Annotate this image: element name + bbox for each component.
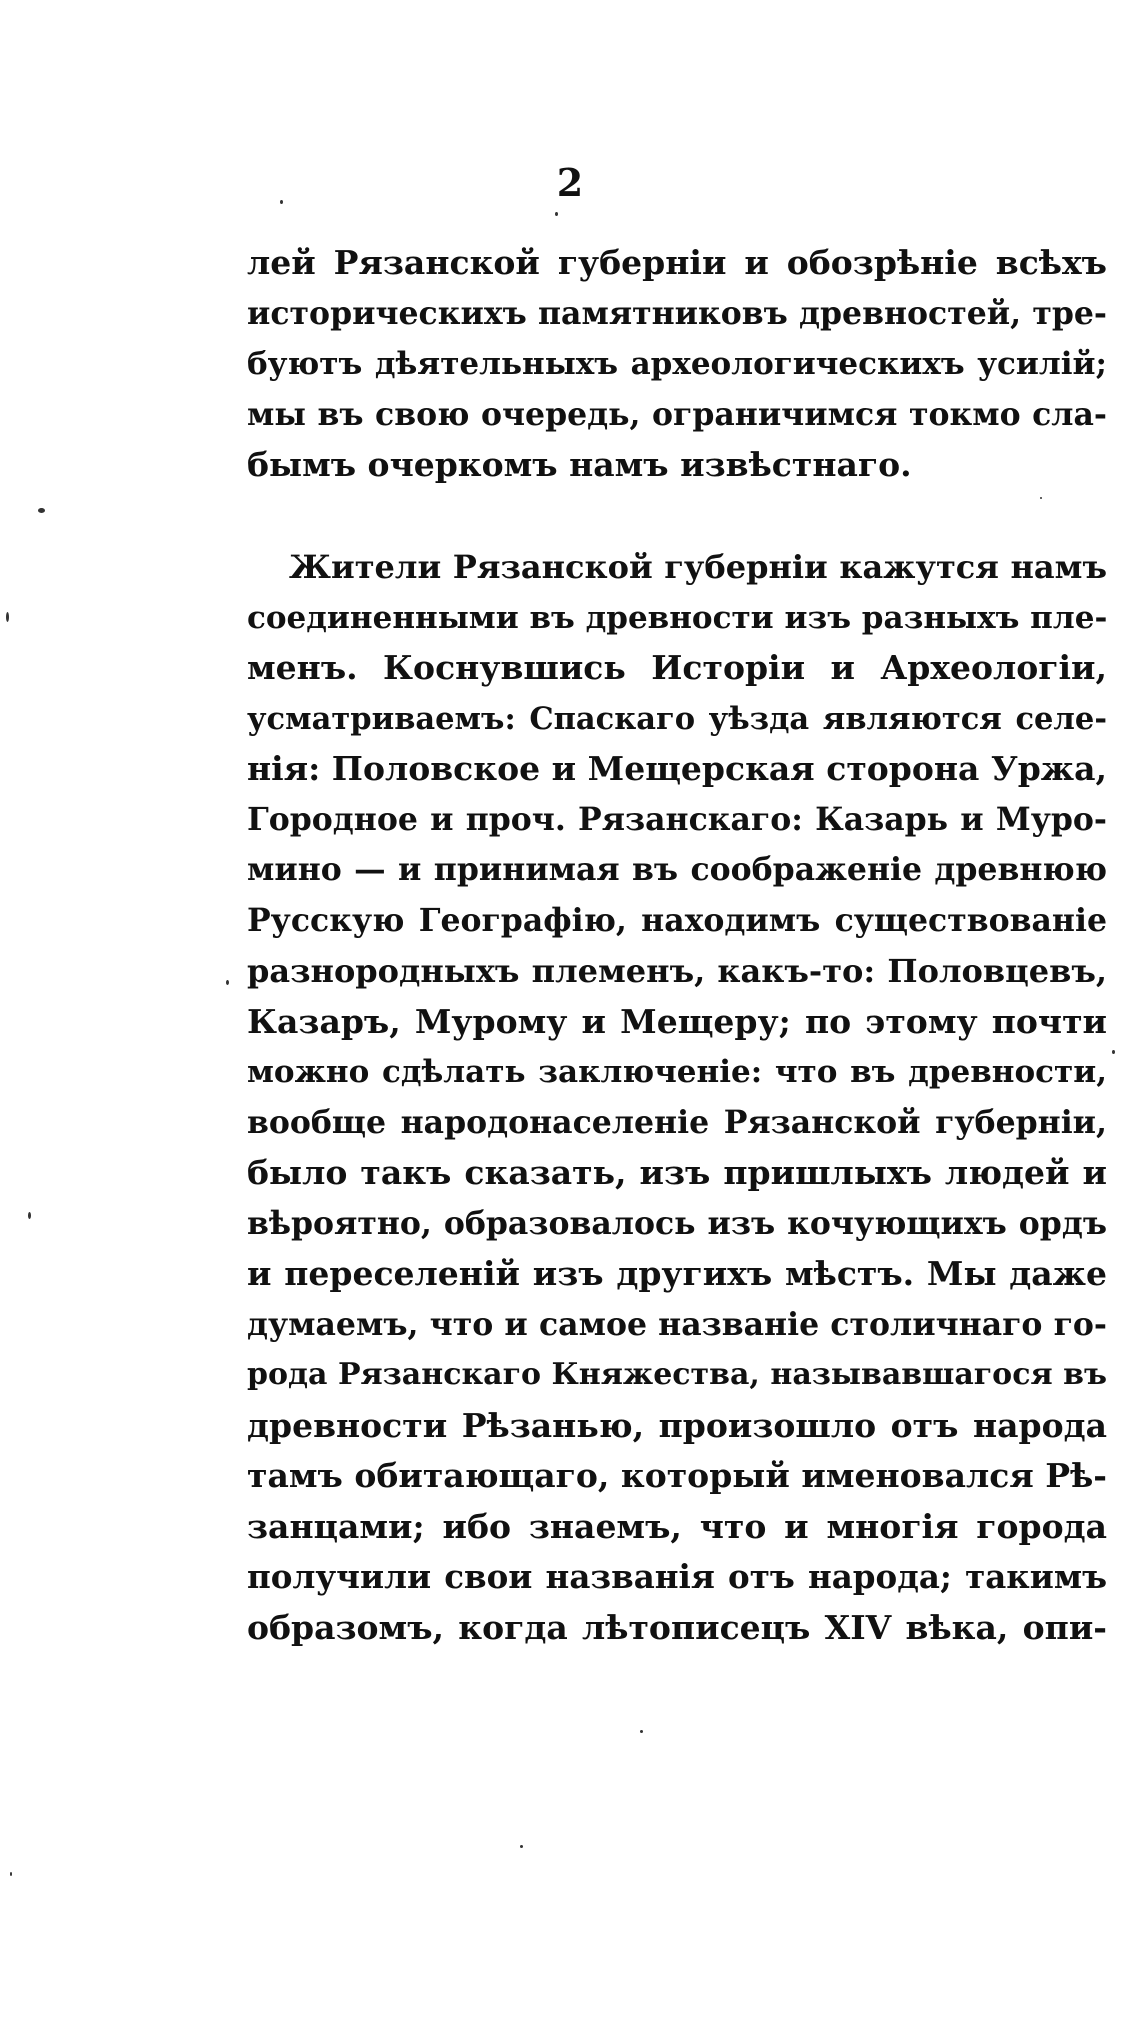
- text-line: думаемъ, что и самое названіе столичнаго го-: [247, 1305, 1107, 1343]
- text-line: Русскую Географію, находимъ существованіе: [247, 901, 1107, 939]
- paragraph-continuation: [247, 238, 1107, 491]
- text-line: Городное и проч. Рязанскаго: Казарь и Муро-: [247, 800, 1107, 838]
- scan-speck: [640, 1730, 643, 1733]
- scan-speck: [38, 508, 45, 513]
- text-line: и переселеній изъ другихъ мѣстъ. Мы даже: [247, 1254, 1107, 1293]
- text-line: Жители Рязанской губерніи кажутся намъ: [289, 548, 1107, 586]
- text-line: историческихъ памятниковъ древностей, тре-: [247, 294, 1107, 332]
- text-line: тамъ обитающаго, который именовался Рѣ-: [247, 1456, 1107, 1495]
- text-line: соединенными въ древности изъ разныхъ пле-: [247, 599, 1107, 636]
- scan-speck: [280, 200, 283, 204]
- text-line: лей Рязанской губерніи и обозрѣніе всѣхъ: [247, 243, 1107, 282]
- text-line: усматриваемъ: Спаскаго уѣзда являются селе-: [247, 700, 1107, 737]
- text-line: разнородныхъ племенъ, какъ-то: Половцевъ,: [247, 952, 1107, 990]
- paragraph-inhabitants: [247, 542, 1107, 1653]
- scan-speck: [1040, 497, 1042, 499]
- text-line: рода Рязанскаго Княжества, называвшагося въ: [247, 1357, 1107, 1392]
- text-line: мы въ свою очередь, ограничимся токмо сла-: [247, 395, 1107, 433]
- text-line: можно сдѣлать заключеніе: что въ древности,: [247, 1054, 1107, 1090]
- text-line: древности Рѣзанью, произошло отъ народа: [247, 1405, 1107, 1445]
- scan-speck: [1112, 1050, 1115, 1054]
- text-line: менъ. Коснувшись Исторіи и Археологіи,: [247, 648, 1107, 687]
- text-line: бымъ очеркомъ намъ извѣстнаго.: [247, 445, 912, 484]
- scan-speck: [555, 212, 558, 216]
- text-line: Казаръ, Мурому и Мещеру; по этому почти: [247, 1001, 1107, 1041]
- scan-speck: [28, 1212, 31, 1219]
- text-line: образомъ, когда лѣтописецъ XIV вѣка, опи-: [247, 1607, 1107, 1647]
- text-line: вообще народонаселеніе Рязанской губерніи,: [247, 1103, 1107, 1141]
- text-line: занцами; ибо знаемъ, что и многія города: [247, 1506, 1107, 1546]
- text-line: вѣроятно, образовалось изъ кочующихъ ордъ: [247, 1204, 1107, 1242]
- text-line: было такъ сказать, изъ пришлыхъ людей и: [247, 1153, 1107, 1192]
- scan-speck: [520, 1845, 523, 1848]
- text-line: нія: Половское и Мещерская сторона Уржа,: [247, 749, 1107, 788]
- scan-speck: [10, 1872, 12, 1876]
- text-line: мино — и принимая въ соображеніе древнюю: [247, 851, 1107, 888]
- scan-speck: [226, 980, 229, 985]
- text-line: получили свои названія отъ народа; такимъ: [247, 1557, 1107, 1596]
- text-line: буютъ дѣятельныхъ археологическихъ усилій;: [247, 346, 1107, 382]
- scan-speck: [6, 612, 9, 622]
- page-number: 2: [556, 160, 584, 205]
